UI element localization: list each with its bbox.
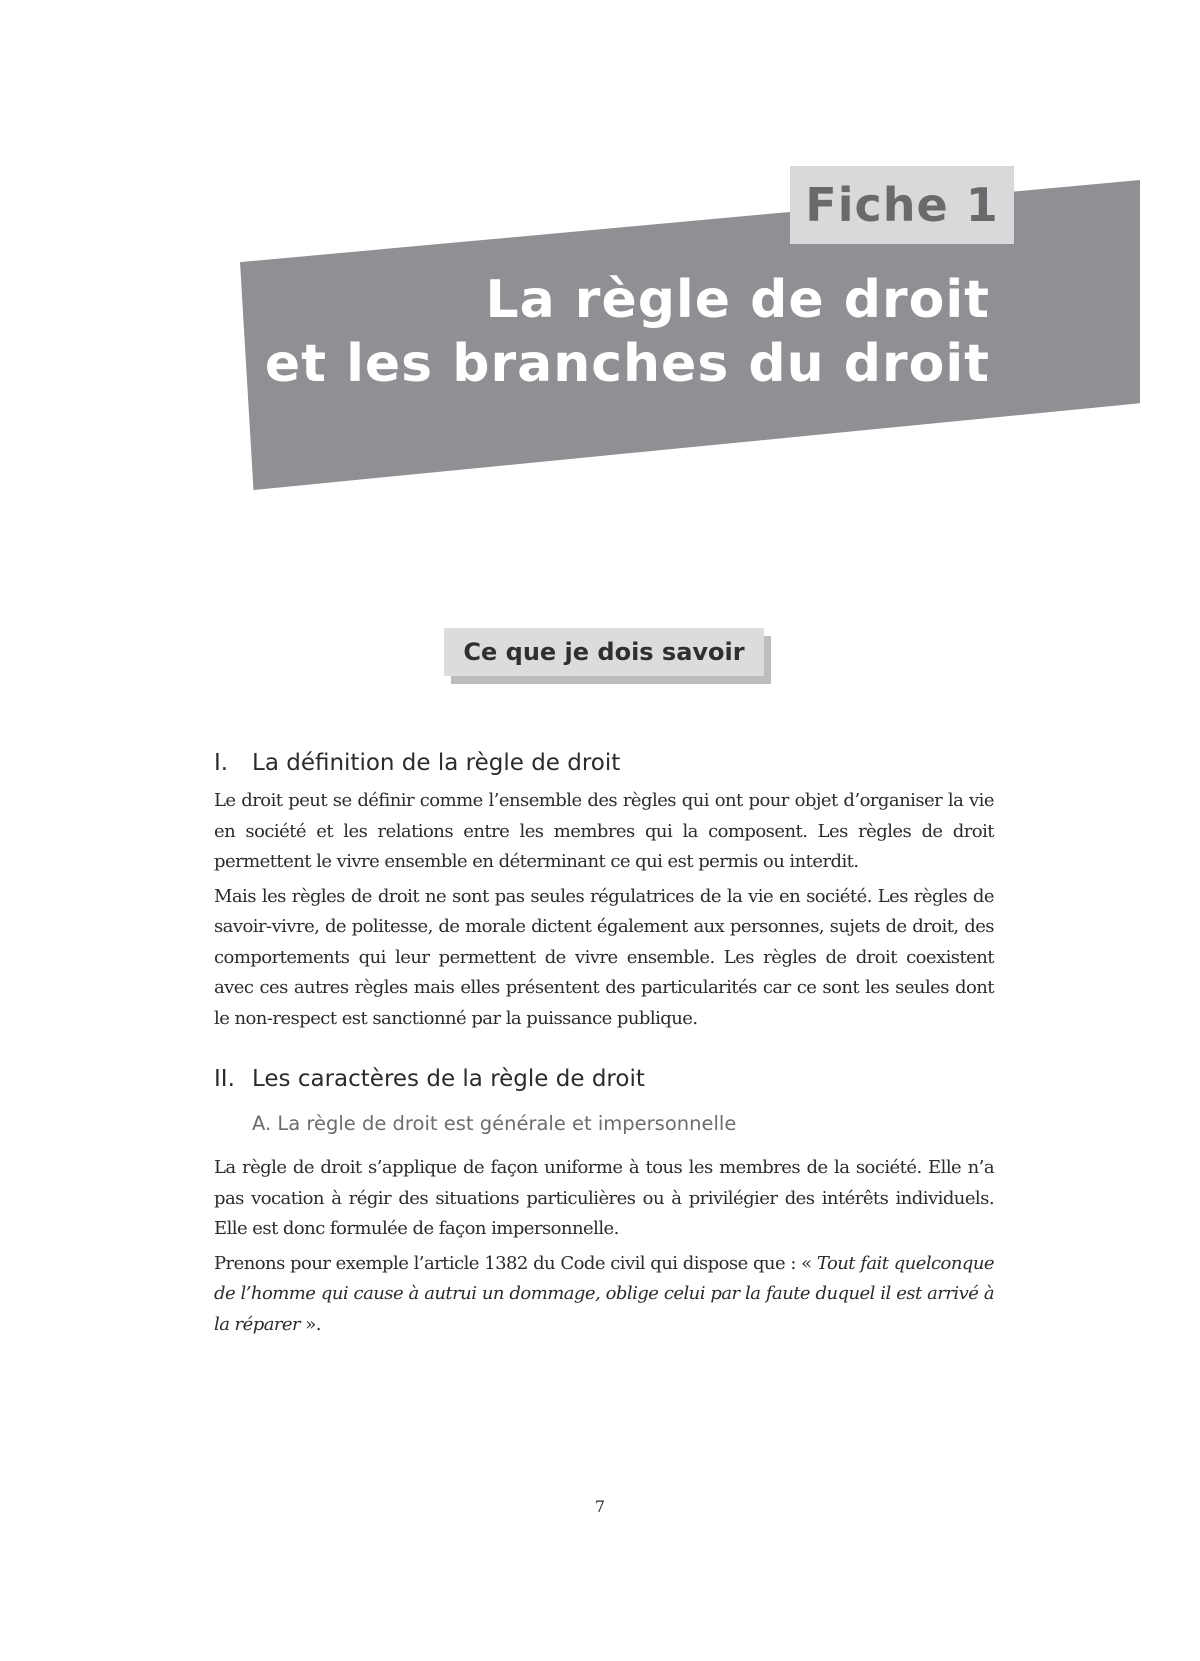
fiche-badge <box>790 166 1014 244</box>
page-number: 7 <box>594 1497 606 1516</box>
section-number-1: I. <box>214 750 229 776</box>
section-title-1: La définition de la règle de droit <box>252 750 621 776</box>
section-label-text: Ce que je dois savoir <box>463 638 745 666</box>
page-title <box>265 268 990 396</box>
example-quote: Tout fait quelconque de l’homme qui cause à autrui un dommage, oblige celui par la faute duquel il est arrivé à la réparer <box>214 1252 995 1335</box>
main-content <box>214 750 994 1340</box>
section-heading-1 <box>214 750 994 776</box>
section-label-panel <box>444 628 764 676</box>
section-number-2: II. <box>214 1066 235 1092</box>
title-line-1: La règle de droit <box>485 270 990 330</box>
section-heading-2 <box>214 1066 994 1092</box>
fiche-label: Fiche 1 <box>805 178 999 232</box>
example-end: ». <box>300 1313 321 1335</box>
title-line-2: et les branches du droit <box>264 334 990 394</box>
paragraph-general-rule: La règle de droit s’applique de façon uniforme à tous les membres de la société. Elle n’a pas vocation à régir des situations particulières ou à privilégier des intérêts individuels. Elle est donc formulée de façon impersonnelle. <box>214 1157 994 1239</box>
paragraph-other-rules: Mais les règles de droit ne sont pas seules régulatrices de la vie en société. Les règles de savoir-vivre, de politesse, de morale dictent également aux personnes, sujets de droit, des comportements qui leur permettent de vivre ensemble. Les règles de droit coexistent avec ces autres règles mais elles présentent des particularités car ce sont les seules dont le non-respect est sanctionné par la puissance publique. <box>214 885 994 1029</box>
subsection-heading-a: A. La règle de droit est générale et impersonnelle <box>252 1112 737 1135</box>
paragraph-example <box>214 1249 994 1341</box>
section-label-box <box>444 628 764 676</box>
section-title-2: Les caractères de la règle de droit <box>252 1066 645 1092</box>
paragraph-definition: Le droit peut se définir comme l’ensemble des règles qui ont pour objet d’organiser la vie en société et les relations entre les membres qui la composent. Les règles de droit permettent le vivre ensemble en déterminant ce qui est permis ou interdit. <box>214 790 994 872</box>
example-intro: Prenons pour exemple l’article 1382 du Code civil qui dispose que : « <box>214 1252 817 1274</box>
